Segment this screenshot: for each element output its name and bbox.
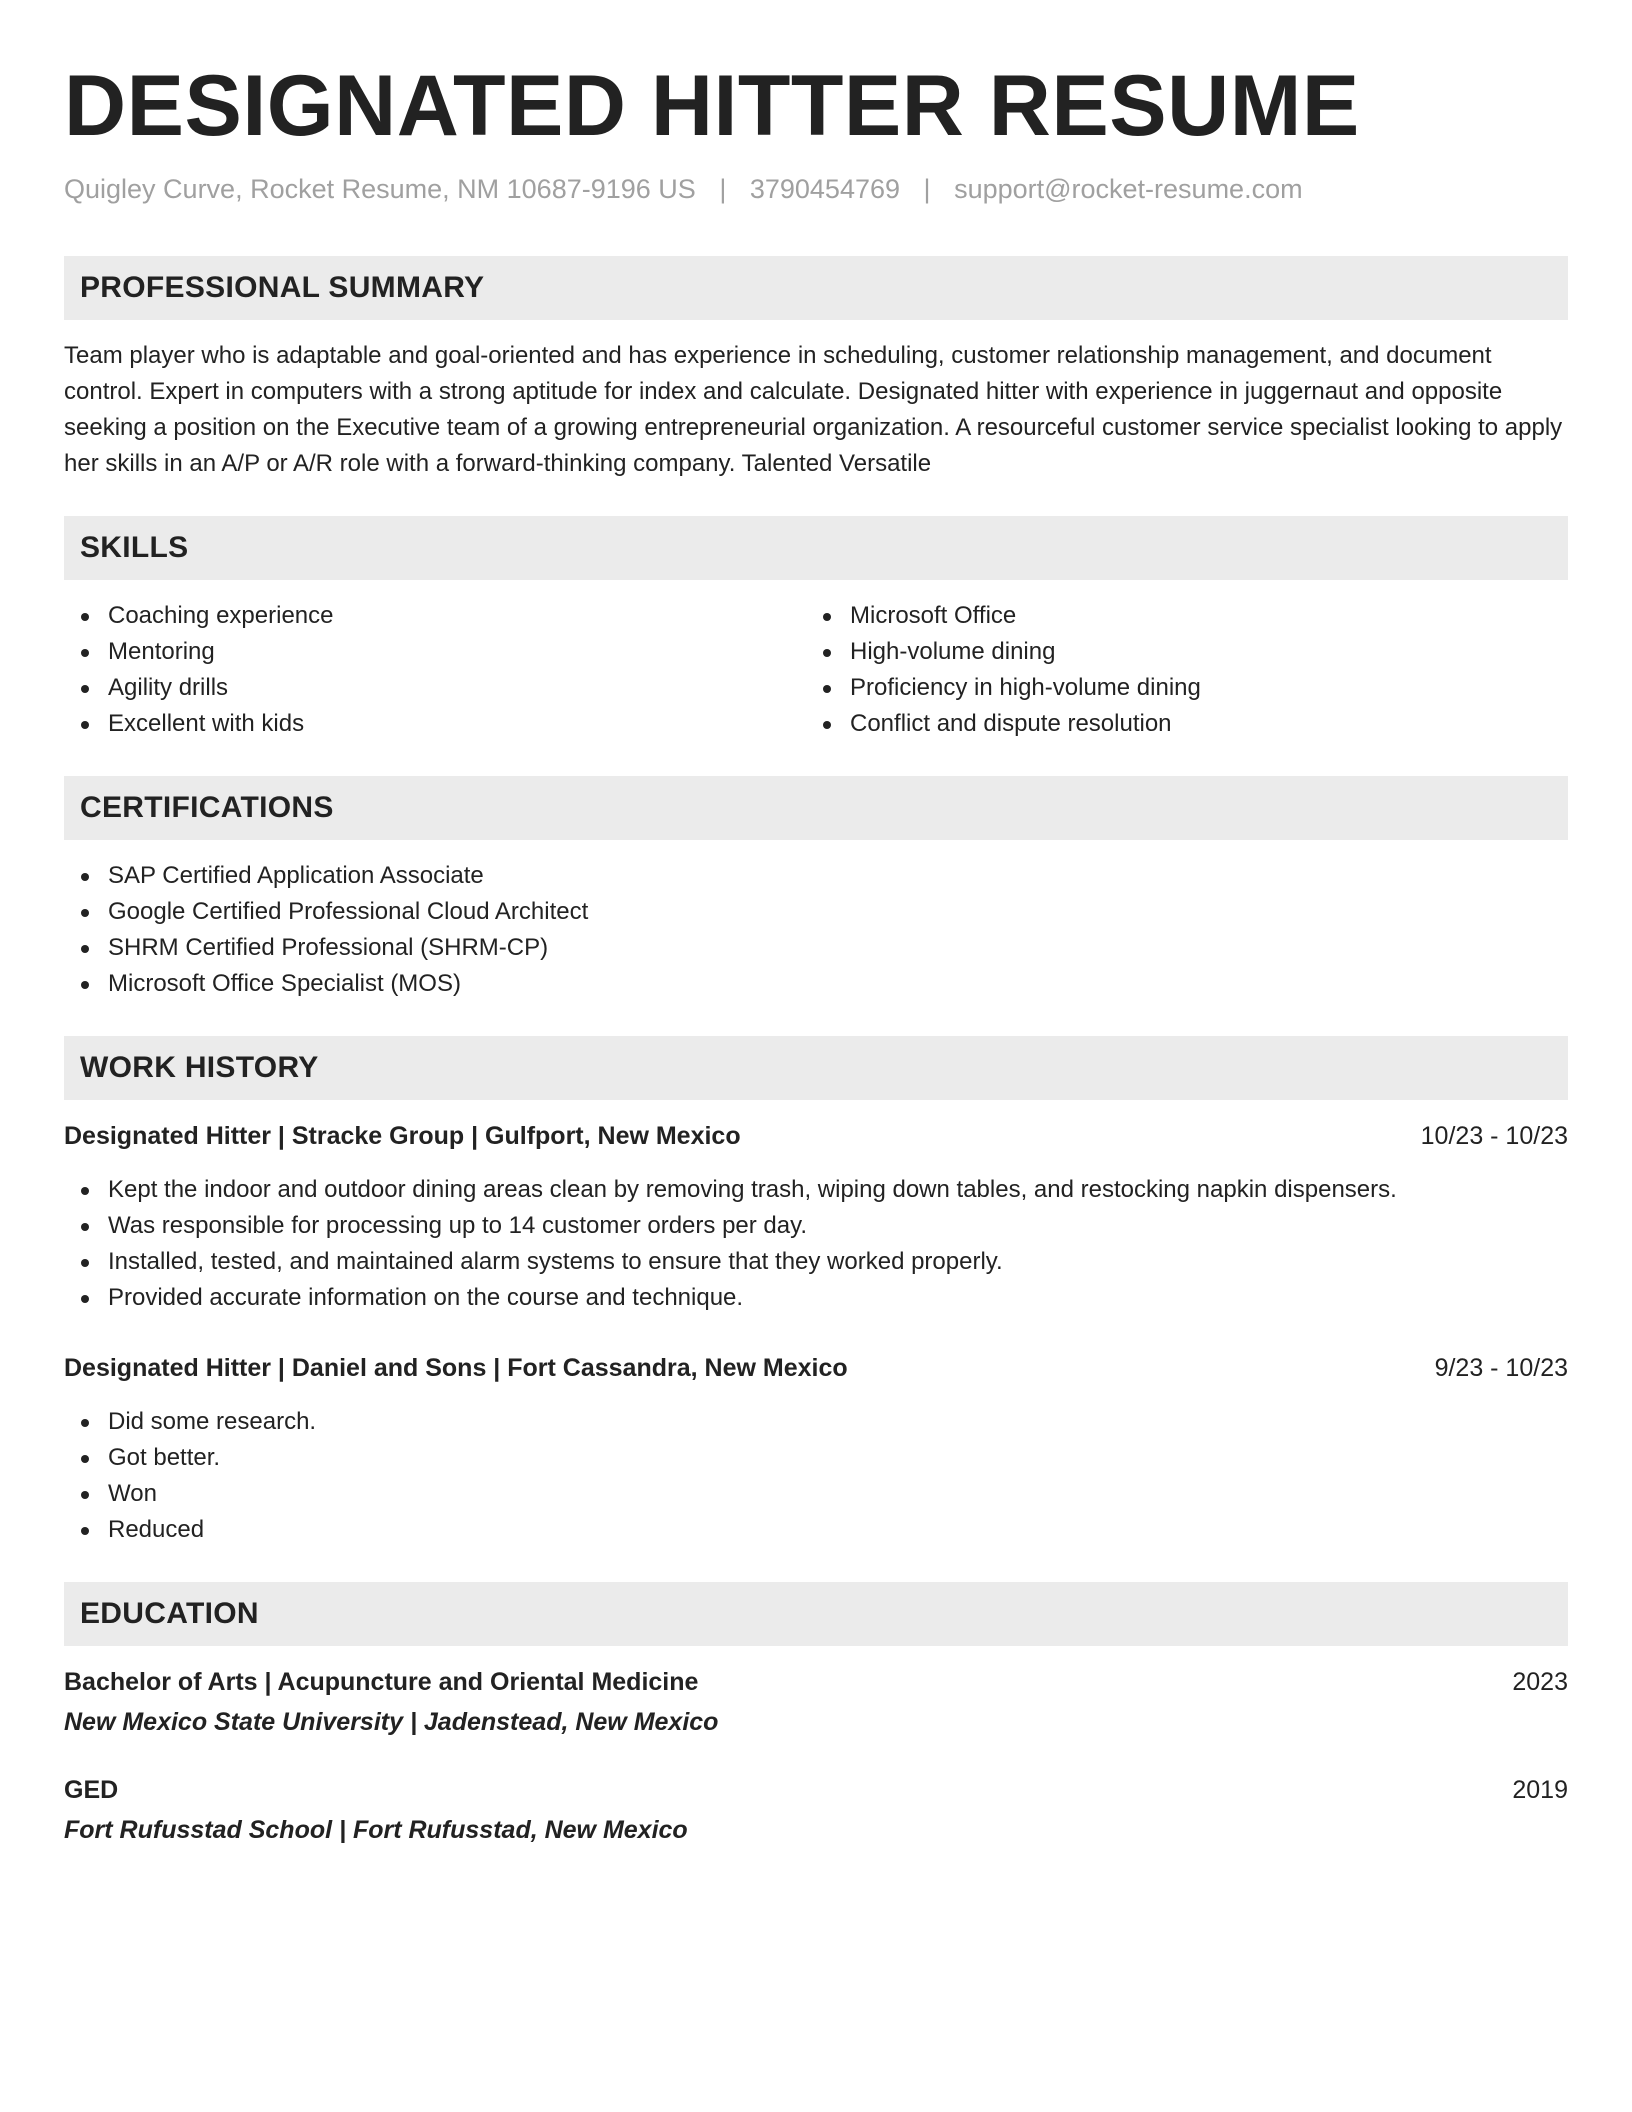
section-header [64,776,1568,840]
section-header [64,1036,1568,1100]
education-year: 2023 [1512,1668,1568,1696]
job-dates: 9/23 - 10/23 [1434,1354,1568,1382]
section-header [64,256,1568,320]
resume-title: DESIGNATED HITTER RESUME [64,58,1360,154]
education-heading: EDUCATION [80,1597,259,1630]
section-header [64,1582,1568,1646]
education-entry [64,1664,1568,1740]
summary-text: Team player who is adaptable and goal-oriented and has experience in scheduling, customer relationship management, and document control. Expert in computers with a strong aptitude for index and calculate. Designated hitter with experience in juggernaut and opposite seeking a position on the Executive team of a growing entrepreneurial organization. A resourceful customer service specialist looking to apply her skills in an A/P or A/R role with a forward-thinking company. Talented Versatile [64,342,1563,477]
skills-list-right [806,598,1568,742]
job-bullet: Installed, tested, and maintained alarm systems to ensure that they worked properly. [64,1244,1568,1280]
job-entry [64,1118,1568,1316]
job-title: Designated Hitter | Stracke Group | Gulfport, New Mexico [64,1122,741,1150]
skill-item: Microsoft Office [806,598,1568,634]
education-school: Fort Rufusstad School | Fort Rufusstad, New Mexico [64,1816,688,1844]
job-title: Designated Hitter | Daniel and Sons | Fort Cassandra, New Mexico [64,1354,848,1382]
job-bullet: Kept the indoor and outdoor dining areas clean by removing trash, wiping down tables, and restocking napkin dispensers. [64,1172,1568,1208]
section-header [64,516,1568,580]
job-bullet: Was responsible for processing up to 14 customer orders per day. [64,1208,1568,1244]
job-bullet: Reduced [64,1512,1568,1548]
job-dates: 10/23 - 10/23 [1420,1122,1568,1150]
contact-separator: | [719,174,727,204]
certifications-list [64,858,1568,1002]
certification-item: Google Certified Professional Cloud Architect [64,894,1568,930]
skills-grid [64,580,1568,742]
skill-item: Coaching experience [64,598,806,634]
certification-item: Microsoft Office Specialist (MOS) [64,966,1568,1002]
skills-list-left [64,598,806,742]
job-bullet: Won [64,1476,1568,1512]
certifications-heading: CERTIFICATIONS [80,791,334,824]
certification-item: SHRM Certified Professional (SHRM-CP) [64,930,1568,966]
education-degree: GED [64,1776,119,1804]
work-history-heading: WORK HISTORY [80,1051,319,1084]
skill-item: High-volume dining [806,634,1568,670]
job-bullets [64,1172,1568,1316]
job-bullets [64,1404,1568,1548]
skill-item: Excellent with kids [64,706,806,742]
skills-section [64,516,1568,742]
skill-item: Conflict and dispute resolution [806,706,1568,742]
work-history-section [64,1036,1568,1548]
certifications-section [64,776,1568,1002]
contact-phone: 3790454769 [749,174,901,204]
education-school: New Mexico State University | Jadenstead, New Mexico [64,1708,719,1736]
education-entry [64,1772,1568,1848]
job-bullet: Got better. [64,1440,1568,1476]
education-header [64,1664,1568,1700]
education-section [64,1582,1568,1848]
education-header [64,1772,1568,1808]
job-bullet: Did some research. [64,1404,1568,1440]
contact-email: support@rocket-resume.com [954,174,1303,204]
skill-item: Agility drills [64,670,806,706]
contact-separator: | [923,174,931,204]
contact-address: Quigley Curve, Rocket Resume, NM 10687-9196 US [64,174,696,204]
education-degree: Bachelor of Arts | Acupuncture and Oriental Medicine [64,1668,699,1696]
summary-section [64,256,1568,482]
job-header [64,1350,1568,1386]
skills-heading: SKILLS [80,531,189,564]
job-bullet: Provided accurate information on the course and technique. [64,1280,1568,1316]
summary-heading: PROFESSIONAL SUMMARY [80,271,485,304]
contact-line [64,172,1568,206]
job-header [64,1118,1568,1154]
skill-item: Mentoring [64,634,806,670]
skill-item: Proficiency in high-volume dining [806,670,1568,706]
job-entry [64,1350,1568,1548]
certification-item: SAP Certified Application Associate [64,858,1568,894]
education-year: 2019 [1512,1776,1568,1804]
